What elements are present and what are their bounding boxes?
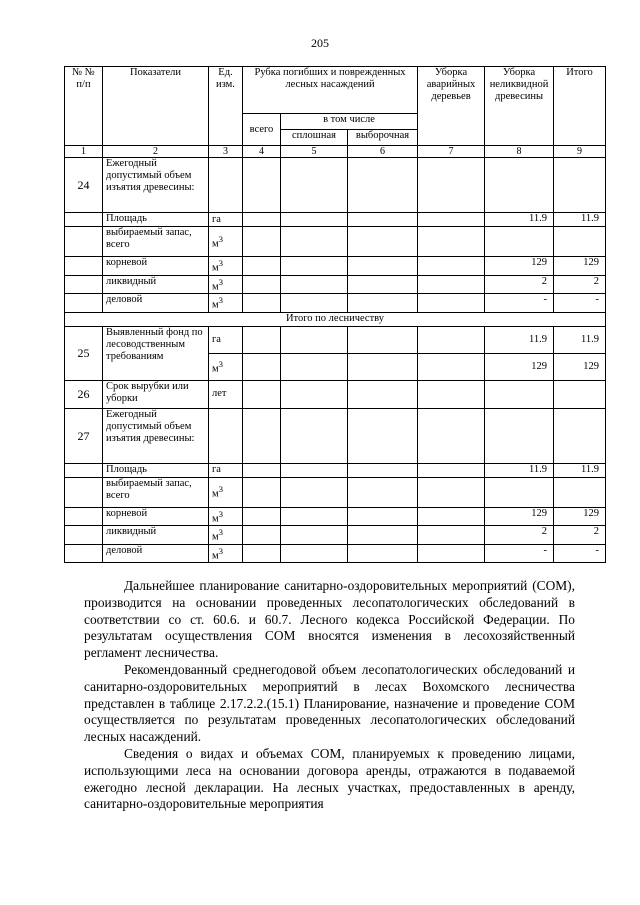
row-label: корневой bbox=[103, 257, 209, 276]
total-value: 129 bbox=[554, 353, 606, 380]
row-number: 26 bbox=[65, 380, 103, 408]
total-value bbox=[554, 477, 606, 507]
column-number: 4 bbox=[243, 146, 281, 158]
column-number: 2 bbox=[103, 146, 209, 158]
illiquid-value: 129 bbox=[485, 353, 554, 380]
illiquid-value bbox=[485, 227, 554, 257]
total-value: 2 bbox=[554, 275, 606, 294]
row-unit: $м^3$ bbox=[209, 227, 243, 257]
total-value: 129 bbox=[554, 507, 606, 526]
body-text bbox=[84, 578, 575, 813]
illiquid-value: 129 bbox=[485, 507, 554, 526]
row-label: деловой bbox=[103, 294, 209, 313]
section-total-heading: Итого по лесничеству bbox=[65, 312, 606, 326]
row-unit: га bbox=[209, 213, 243, 227]
row-label: Площадь bbox=[103, 213, 209, 227]
row-label: Площадь bbox=[103, 463, 209, 477]
row-title: Ежегодный допустимый объем изъятия древесины: bbox=[103, 408, 209, 463]
column-number: 6 bbox=[348, 146, 418, 158]
header-emergency: Уборка аварийных деревьев bbox=[418, 67, 485, 146]
header-total-all: всего bbox=[243, 114, 281, 146]
row-label: ликвидный bbox=[103, 275, 209, 294]
column-number: 7 bbox=[418, 146, 485, 158]
paragraph: Рекомендованный среднегодовой объем лесопатологических обследований и санитарно-оздоровительных мероприятий в лесах Вохомского лесничества представлен в таблице 2.17.2.2.(15.1) Планирование, назначение и проведение СОМ осуществляется по результатам проведенных лесопатологических обследований лесных насаждений. bbox=[84, 661, 575, 745]
illiquid-value: - bbox=[485, 544, 554, 563]
page-number: 205 bbox=[311, 36, 329, 50]
row-unit: $м^3$ bbox=[209, 257, 243, 276]
row-number: 24 bbox=[65, 158, 103, 213]
illiquid-value: 11.9 bbox=[485, 463, 554, 477]
row-label: выбираемый запас, всего bbox=[103, 227, 209, 257]
row-label: ликвидный bbox=[103, 526, 209, 545]
row-label: Срок вырубки или уборки bbox=[103, 380, 209, 408]
header-units: Ед. изм. bbox=[209, 67, 243, 146]
header-illiquid: Уборка неликвидной древесины bbox=[485, 67, 554, 146]
row-unit: $м^3$ bbox=[209, 507, 243, 526]
column-number: 9 bbox=[554, 146, 606, 158]
forest-measures-table bbox=[64, 66, 606, 563]
total-value: 11.9 bbox=[554, 326, 606, 353]
row-title: Ежегодный допустимый объем изъятия древесины: bbox=[103, 158, 209, 213]
header-clear: сплошная bbox=[281, 130, 348, 146]
illiquid-value: 2 bbox=[485, 275, 554, 294]
total-value: - bbox=[554, 544, 606, 563]
illiquid-value: 11.9 bbox=[485, 326, 554, 353]
header-num: № № п/п bbox=[65, 67, 103, 146]
paragraph: Дальнейшее планирование санитарно-оздоровительных мероприятий (СОМ), производится на основании проведенных лесопатологических обследований в соответствии со ст. 60.6. и 60.7. Лесного кодекса Российской Федерации. По результатам осуществления СОМ вносятся изменения в лесохозяйственный регламент лесничества. bbox=[84, 578, 575, 661]
column-number: 5 bbox=[281, 146, 348, 158]
row-label: выбираемый запас, всего bbox=[103, 477, 209, 507]
total-value: 129 bbox=[554, 257, 606, 276]
total-value bbox=[554, 227, 606, 257]
paragraph: Сведения о видах и объемах СОМ, планируемых к проведению лицами, использующими леса на основании договора аренды, отражаются в подаваемой ежегодно лесной декларации. На лесных участках, предоставленных в аренду, санитарно-оздоровительные мероприятия bbox=[84, 745, 575, 812]
row-unit: $м^3$ bbox=[209, 526, 243, 545]
column-number: 8 bbox=[485, 146, 554, 158]
illiquid-value bbox=[485, 477, 554, 507]
header-felling: Рубка погибших и поврежденных лесных насаждений bbox=[243, 67, 418, 114]
header-indicators: Показатели bbox=[103, 67, 209, 146]
row-number: 27 bbox=[65, 408, 103, 463]
row-unit: га bbox=[209, 326, 243, 353]
header-including: в том числе bbox=[281, 114, 418, 130]
row-label: корневой bbox=[103, 507, 209, 526]
row-label: деловой bbox=[103, 544, 209, 563]
row-unit: $м^3$ bbox=[209, 294, 243, 313]
row-unit: $м^3$ bbox=[209, 477, 243, 507]
illiquid-value: 129 bbox=[485, 257, 554, 276]
illiquid-value: - bbox=[485, 294, 554, 313]
total-value: 2 bbox=[554, 526, 606, 545]
row-unit: лет bbox=[209, 380, 243, 408]
row-number: 25 bbox=[65, 326, 103, 380]
row-unit: $м^3$ bbox=[209, 544, 243, 563]
total-value: 11.9 bbox=[554, 213, 606, 227]
row-unit: га bbox=[209, 463, 243, 477]
row-label: Выявленный фонд по лесоводственным требованиям bbox=[103, 326, 209, 380]
total-value: 11.9 bbox=[554, 463, 606, 477]
illiquid-value: 11.9 bbox=[485, 213, 554, 227]
column-number: 3 bbox=[209, 146, 243, 158]
row-unit: $м^3$ bbox=[209, 275, 243, 294]
total-value: - bbox=[554, 294, 606, 313]
column-number: 1 bbox=[65, 146, 103, 158]
illiquid-value: 2 bbox=[485, 526, 554, 545]
row-unit: $м^3$ bbox=[209, 353, 243, 380]
header-total: Итого bbox=[554, 67, 606, 146]
header-selective: выборочная bbox=[348, 130, 418, 146]
